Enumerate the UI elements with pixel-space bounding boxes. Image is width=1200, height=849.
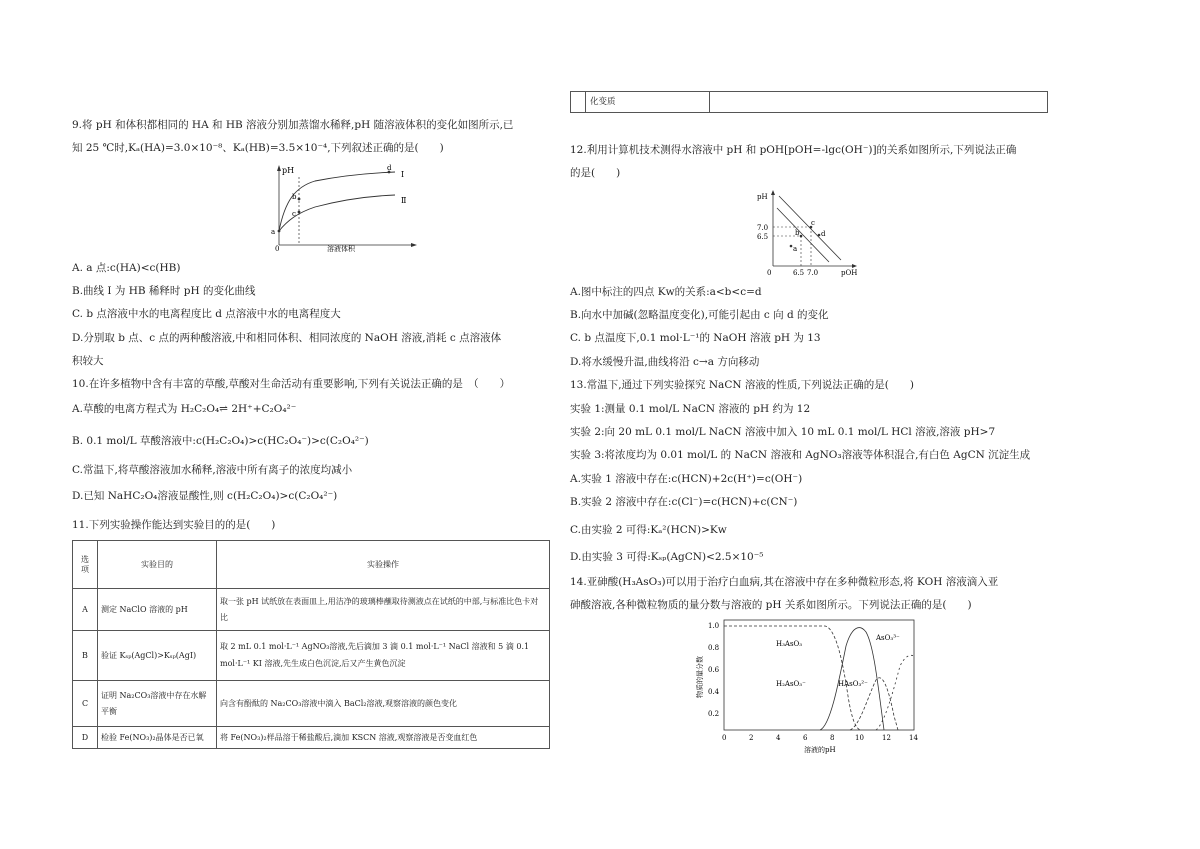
q14-x-tick-8: 8 xyxy=(830,734,835,742)
q9-point-a: a xyxy=(271,228,276,236)
q14-graph xyxy=(690,616,930,756)
q14-stem-line1: 14.亚砷酸(H₃AsO₃)可以用于治疗白血病,其在溶液中存在多种微粒形态,将 KOH 溶液滴入亚 xyxy=(570,576,999,588)
row-a-goal: 测定 NaClO 溶液的 pH xyxy=(98,589,217,631)
q12-graph-origin: 0 xyxy=(767,269,772,277)
q11-table xyxy=(72,540,550,749)
q12-point-b: b xyxy=(795,229,800,237)
row-b-option: B xyxy=(73,631,98,681)
q14-graph-xlabel: 溶液的pH xyxy=(804,746,836,754)
q14-y-ticks xyxy=(708,622,720,718)
q11-table-continuation xyxy=(570,91,1048,113)
q9-option-a: A. a 点:c(HA)<c(HB) xyxy=(72,262,181,274)
q13-experiment-3: 实验 3:将浓度均为 0.01 mol/L 的 NaCN 溶液和 AgNO₃溶液等体积混合,有白色 AgCN 沉淀生成 xyxy=(570,449,1031,461)
q14-label-h3aso3: H₃AsO₃ xyxy=(776,640,803,648)
q12-graph xyxy=(755,188,865,278)
q10-option-c: C.常温下,将草酸溶液加水稀释,溶液中所有离子的浓度均减小 xyxy=(72,464,353,476)
q12-stem-line2: 的是( ) xyxy=(570,167,621,179)
cont-operation-cell xyxy=(710,92,1048,113)
q9-curve-1-label: Ⅰ xyxy=(401,170,405,179)
q9-graph-origin: 0 xyxy=(275,245,280,253)
q12-graph-ylabel: pH xyxy=(757,193,768,201)
q9-point-c: c xyxy=(292,210,296,218)
q9-stem-line2: 知 25 ℃时,Kₐ(HA)=3.0×10⁻⁸、Kₐ(HB)=3.5×10⁻⁴,下列叙述正确的是( ) xyxy=(72,142,444,154)
q14-x-tick-12: 12 xyxy=(882,734,891,742)
row-d-operation: 将 Fe(NO₃)₂样品溶于稀盐酸后,滴加 KSCN 溶液,观察溶液是否变血红色 xyxy=(217,727,550,749)
table-row xyxy=(73,631,550,681)
q14-x-tick-6: 6 xyxy=(803,734,808,742)
cont-goal-cell: 化变质 xyxy=(586,92,710,113)
q12-point-c: c xyxy=(811,219,815,227)
q9-option-d-line2: 积较大 xyxy=(72,355,104,367)
q14-y-tick-0-8: 0.8 xyxy=(708,644,720,652)
row-b-operation: 取 2 mL 0.1 mol·L⁻¹ AgNO₃溶液,先后滴加 3 滴 0.1 mol·L⁻¹ NaCl 溶液和 5 滴 0.1 mol·L⁻¹ KI 溶液,先生成白色沉淀,后又产生黄色沉淀 xyxy=(217,631,550,681)
table-row xyxy=(73,681,550,727)
q12-y-tick-6-5: 6.5 xyxy=(757,233,769,241)
q12-option-c: C. b 点温度下,0.1 mol·L⁻¹的 NaOH 溶液 pH 为 13 xyxy=(570,332,821,344)
q14-x-ticks xyxy=(722,734,918,742)
q9-stem-line1: 9.将 pH 和体积都相同的 HA 和 HB 溶液分别加蒸馏水稀释,pH 随溶液体积的变化如图所示,已 xyxy=(72,119,514,131)
q12-x-tick-6-5: 6.5 xyxy=(793,269,805,277)
q12-y-tick-7: 7.0 xyxy=(757,224,769,232)
header-operation: 实验操作 xyxy=(217,541,550,589)
q12-point-d: d xyxy=(821,230,826,238)
q14-x-tick-2: 2 xyxy=(749,734,754,742)
q12-graph-xlabel: pOH xyxy=(841,269,858,277)
q14-y-tick-1: 1.0 xyxy=(708,622,720,630)
q12-option-b: B.向水中加碱(忽略温度变化),可能引起由 c 向 d 的变化 xyxy=(570,309,829,321)
q11-stem: 11.下列实验操作能达到实验目的的是( ) xyxy=(72,519,276,531)
table-row xyxy=(73,727,550,749)
q14-stem-line2: 砷酸溶液,各种微粒物质的量分数与溶液的 pH 关系如图所示。下列说法正确的是( ) xyxy=(570,599,972,611)
row-c-operation: 向含有酚酞的 Na₂CO₃溶液中滴入 BaCl₂溶液,观察溶液的颜色变化 xyxy=(217,681,550,727)
q10-option-a: A.草酸的电离方程式为 H₂C₂O₄⇌ 2H⁺+C₂O₄²⁻ xyxy=(72,403,297,415)
q14-y-tick-0-2: 0.2 xyxy=(708,710,720,718)
q14-y-tick-0-4: 0.4 xyxy=(708,688,720,696)
q13-stem: 13.常温下,通过下列实验探究 NaCN 溶液的性质,下列说法正确的是( ) xyxy=(570,379,914,391)
table-row xyxy=(73,589,550,631)
q9-option-d-line1: D.分别取 b 点、c 点的两种酸溶液,中和相同体积、相同浓度的 NaOH 溶液,消耗 c 点溶液体 xyxy=(72,332,502,344)
q9-graph-ylabel: pH xyxy=(282,166,295,175)
q14-label-haso3: HAsO₃²⁻ xyxy=(838,680,868,688)
q10-option-d: D.已知 NaHC₂O₄溶液显酸性,则 c(H₂C₂O₄)>c(C₂O₄²⁻) xyxy=(72,490,338,502)
q13-option-a: A.实验 1 溶液中存在:c(HCN)+2c(H⁺)=c(OH⁻) xyxy=(570,473,803,485)
q9-graph xyxy=(265,163,425,253)
row-a-operation: 取一张 pH 试纸放在表面皿上,用洁净的玻璃棒蘸取待测液点在试纸的中部,与标准比色卡对比 xyxy=(217,589,550,631)
cont-option-cell xyxy=(571,92,586,113)
table-header-row xyxy=(73,541,550,589)
q12-stem-line1: 12.利用计算机技术测得水溶液中 pH 和 pOH[pOH=-lgc(OH⁻)]的关系如图所示,下列说法正确 xyxy=(570,144,1017,156)
q14-label-h2aso3: H₂AsO₃⁻ xyxy=(776,680,806,688)
q13-experiment-2: 实验 2:向 20 mL 0.1 mol/L NaCN 溶液中加入 10 mL 0.1 mol/L HCl 溶液,溶液 pH>7 xyxy=(570,426,996,438)
q14-x-tick-0: 0 xyxy=(722,734,727,742)
q10-stem: 10.在许多植物中含有丰富的草酸,草酸对生命活动有重要影响,下列有关说法正确的是 （ ） xyxy=(72,378,511,390)
q9-option-c: C. b 点溶液中水的电离程度比 d 点溶液中水的电离程度大 xyxy=(72,308,341,320)
q9-curve-2-label: Ⅱ xyxy=(401,196,407,205)
row-d-goal: 检验 Fe(NO₃)₂晶体是否已氧 xyxy=(98,727,217,749)
q9-point-b: b xyxy=(292,193,297,201)
q10-option-b: B. 0.1 mol/L 草酸溶液中:c(H₂C₂O₄)>c(HC₂O₄⁻)>c(C₂O₄²⁻) xyxy=(72,435,369,447)
header-goal: 实验目的 xyxy=(98,541,217,589)
q9-graph-xlabel: 溶液体积 xyxy=(327,245,355,253)
q13-option-d: D.由实验 3 可得:Kₛₚ(AgCN)<2.5×10⁻⁵ xyxy=(570,551,764,563)
q12-option-d: D.将水缓慢升温,曲线将沿 c→a 方向移动 xyxy=(570,356,760,368)
row-d-option: D xyxy=(73,727,98,749)
q14-y-tick-0-6: 0.6 xyxy=(708,666,720,674)
q14-x-tick-10: 10 xyxy=(855,734,864,742)
q9-option-b: B.曲线 Ⅰ 为 HB 稀释时 pH 的变化曲线 xyxy=(72,285,256,297)
q14-x-tick-14: 14 xyxy=(909,734,918,742)
q13-option-c: C.由实验 2 可得:Kₐ²(HCN)>Kᴡ xyxy=(570,524,727,536)
q9-point-d: d xyxy=(387,164,392,172)
row-b-goal: 验证 Kₛₚ(AgCl)>Kₛₚ(AgI) xyxy=(98,631,217,681)
row-a-option: A xyxy=(73,589,98,631)
row-c-goal: 证明 Na₂CO₃溶液中存在水解平衡 xyxy=(98,681,217,727)
q13-experiment-1: 实验 1:测量 0.1 mol/L NaCN 溶液的 pH 约为 12 xyxy=(570,403,811,415)
q13-option-b: B.实验 2 溶液中存在:c(Cl⁻)=c(HCN)+c(CN⁻) xyxy=(570,496,798,508)
q12-point-a: a xyxy=(793,245,798,253)
table-row xyxy=(571,92,1048,113)
q14-label-aso3: AsO₃³⁻ xyxy=(876,634,900,642)
header-option: 选 项 xyxy=(73,541,98,589)
q14-x-tick-4: 4 xyxy=(776,734,781,742)
q14-graph-ylabel: 物质的量分数 xyxy=(696,656,704,698)
q12-x-tick-7: 7.0 xyxy=(807,269,819,277)
row-c-option: C xyxy=(73,681,98,727)
q12-option-a: A.图中标注的四点 Kᴡ的关系:a<b<c=d xyxy=(570,286,762,298)
